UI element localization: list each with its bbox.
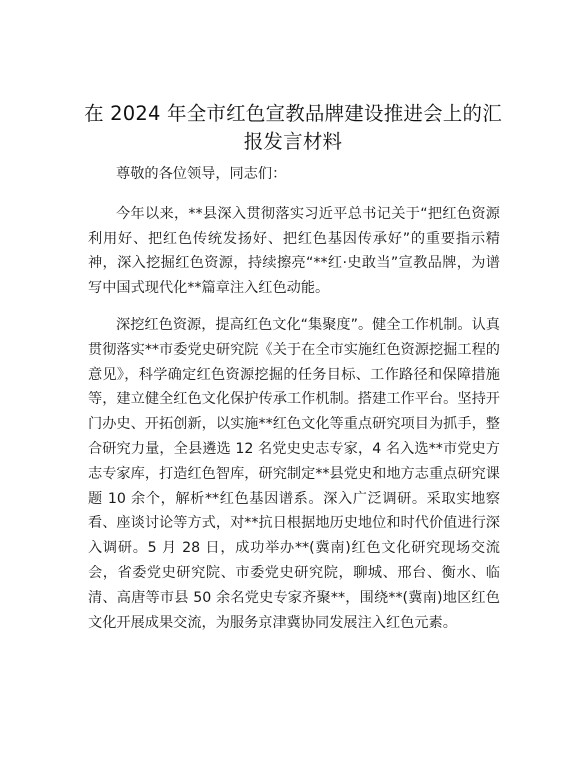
document-title: 在 2024 年全市红色宣教品牌建设推进会上的汇报发言材料 [84, 102, 502, 153]
intro-paragraph: 今年以来，**县深入贯彻落实习近平总书记关于“把红色资源利用好、把红色传统发扬好、把红色基因传承好”的重要指示精神，深入挖掘红色资源，持续擦亮“**红·史敢当”宣教品牌，为谱写中国式现代化**篇章注入红色动能。 [88, 205, 500, 297]
red-resources-paragraph: 深挖红色资源，提高红色文化“集聚度”。健全工作机制。认真贯彻落实**市委党史研究院《关于在全市实施红色资源挖掘工程的意见》，科学确定红色资源挖掘的任务目标、工作路径和保障措施等，建立健全红色文化保护传承工作机制。搭建工作平台。坚持开门办史、开拓创新，以实施**红色文化等重点研究项目为抓手，整合研究力量，全县遴选 12 名党史史志专家，4 名入选**市党史方志专家库，打造红色智库，研究制定**县党史和地方志重点研究课题 10 余个，解析**红色基因谱系。深入广泛调研。采取实地察看、座谈讨论等方式，对**抗日根据地历史地位和时代价值进行深入调研。5 月 28 日，成功举办**(冀南)红色文化研究现场交流会，省委党史研究院、市委党史研究院，聊城、邢台、衡水、临清、高唐等市县 50 余名党史专家齐聚**，围绕**(冀南)地区红色文化开展成果交流，为服务京津冀协同发展注入红色元素。 [88, 316, 500, 631]
document-body [88, 162, 500, 649]
salutation-paragraph: 尊敬的各位领导，同志们： [116, 166, 287, 182]
